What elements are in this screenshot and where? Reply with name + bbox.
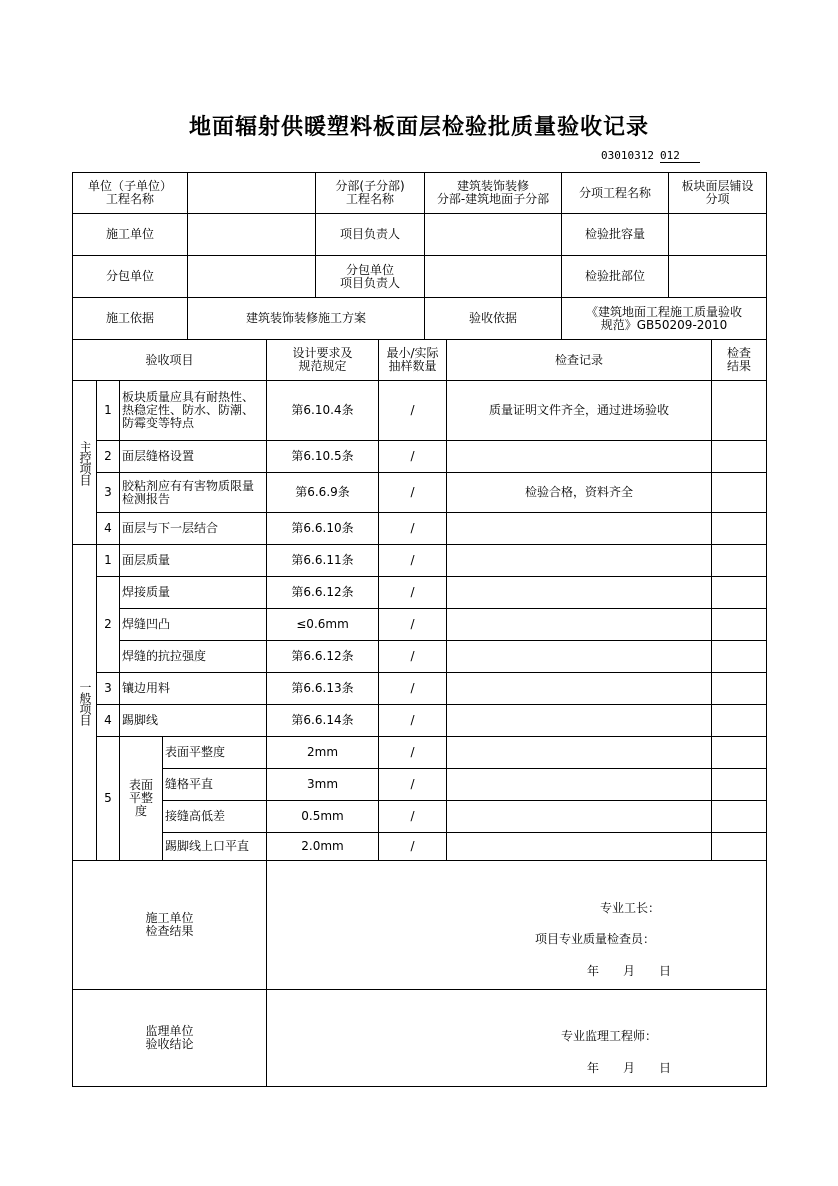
item-name: 面层质量 [120,545,267,577]
item-qty[interactable]: / [379,801,447,833]
sub-pm-label: 分包单位 项目负责人 [316,256,425,298]
item-design: 0.5mm [267,801,379,833]
table-row [73,577,767,609]
subcontractor-value[interactable] [188,256,316,298]
inspector-label: 项目专业质量检查员： [535,932,656,946]
contractor-check-area[interactable] [267,861,767,990]
capacity-label: 检验批容量 [562,214,669,256]
item-design: 第6.6.13条 [267,673,379,705]
item-name: 踢脚线上口平直 [163,833,267,861]
unit-label: 单位（子单位） 工程名称 [73,173,188,214]
item-name: 表面平整度 [163,737,267,769]
table-row [73,833,767,861]
contractor-label: 施工单位 [73,214,188,256]
contractor-check-label: 施工单位 检查结果 [73,861,267,990]
location-label: 检验批部位 [562,256,669,298]
item-result[interactable] [712,609,767,641]
item-no: 5 [97,737,120,861]
division-label: 分部(子分部) 工程名称 [316,173,425,214]
table-row [73,769,767,801]
table-row [73,705,767,737]
contractor-value[interactable] [188,214,316,256]
item-design: 第6.10.5条 [267,441,379,473]
table-row [73,473,767,513]
item-record[interactable] [447,769,712,801]
pm-value[interactable] [425,214,562,256]
table-row [73,513,767,545]
item-design: 第6.6.11条 [267,545,379,577]
item-name: 胶粘剂应有有害物质限量检测报告 [120,473,267,513]
table-row [73,545,767,577]
item-qty[interactable]: / [379,381,447,441]
col-result: 检查 结果 [712,340,767,381]
item-result[interactable] [712,473,767,513]
item-qty[interactable]: / [379,473,447,513]
supervisor-check-label: 监理单位 验收结论 [73,990,267,1087]
item-name: 面层缝格设置 [120,441,267,473]
item-result[interactable] [712,545,767,577]
item-design: 2.0mm [267,833,379,861]
table-row [73,381,767,441]
item-name: 踢脚线 [120,705,267,737]
item-name: 镶边用料 [120,673,267,705]
acceptance-basis-label: 验收依据 [425,298,562,340]
item-result[interactable] [712,833,767,861]
contractor-date: 年 月 日 [587,964,672,978]
item-design: ≤0.6mm [267,609,379,641]
code-number: 012 [660,149,700,163]
subitem-value[interactable]: 板块面层铺设 分项 [669,173,767,214]
item-no: 4 [97,513,120,545]
supervisor-check-area[interactable] [267,990,767,1087]
item-record[interactable] [447,833,712,861]
item-record[interactable] [447,609,712,641]
flatness-group-label: 表面平整度 [120,737,163,861]
col-design: 设计要求及 规范规定 [267,340,379,381]
basis-label: 施工依据 [73,298,188,340]
item-qty[interactable]: / [379,441,447,473]
item-no: 1 [97,545,120,577]
item-name: 缝格平直 [163,769,267,801]
item-record[interactable] [447,577,712,609]
item-result[interactable] [712,737,767,769]
item-design: 第6.6.10条 [267,513,379,545]
item-qty[interactable]: / [379,513,447,545]
item-result[interactable] [712,577,767,609]
col-item: 验收项目 [73,340,267,381]
item-design: 第6.10.4条 [267,381,379,441]
location-value[interactable] [669,256,767,298]
capacity-value[interactable] [669,214,767,256]
item-result[interactable] [712,513,767,545]
item-design: 2mm [267,737,379,769]
item-qty[interactable]: / [379,737,447,769]
table-row [73,737,767,769]
item-design: 第6.6.14条 [267,705,379,737]
item-record[interactable]: 检验合格，资料齐全 [447,473,712,513]
division-value[interactable]: 建筑装饰装修 分部-建筑地面子分部 [425,173,562,214]
item-result[interactable] [712,641,767,673]
supervisor-date: 年 月 日 [587,1061,672,1075]
item-result[interactable] [712,381,767,441]
subcontractor-label: 分包单位 [73,256,188,298]
item-no: 2 [97,441,120,473]
item-record[interactable] [447,801,712,833]
item-name: 接缝高低差 [163,801,267,833]
table-row [73,609,767,641]
item-qty[interactable]: / [379,609,447,641]
item-no: 3 [97,673,120,705]
table-row [73,641,767,673]
item-result[interactable] [712,705,767,737]
general-group-label: 一般项目 [73,545,97,861]
item-qty[interactable]: / [379,769,447,801]
item-record[interactable] [447,441,712,473]
item-name: 焊缝的抗拉强度 [120,641,267,673]
page-title: 地面辐射供暖塑料板面层检验批质量验收记录 [188,114,649,140]
basis-value[interactable]: 建筑装饰装修施工方案 [188,298,425,340]
unit-value[interactable] [188,173,316,214]
item-record[interactable] [447,705,712,737]
sub-pm-value[interactable] [425,256,562,298]
item-design: 第6.6.12条 [267,577,379,609]
table-row [73,801,767,833]
acceptance-basis-value[interactable]: 《建筑地面工程施工质量验收 规范》GB50209-2010 [562,298,767,340]
table-row [73,673,767,705]
item-no: 2 [97,577,120,673]
item-result[interactable] [712,801,767,833]
item-design: 第6.6.12条 [267,641,379,673]
item-name: 焊接质量 [120,577,267,609]
item-design: 第6.6.9条 [267,473,379,513]
item-qty[interactable]: / [379,577,447,609]
subitem-label: 分项工程名称 [562,173,669,214]
item-qty[interactable]: / [379,833,447,861]
item-record[interactable] [447,673,712,705]
foreman-label: 专业工长： [600,901,661,915]
item-design: 3mm [267,769,379,801]
col-qty: 最小/实际 抽样数量 [379,340,447,381]
item-no: 1 [97,381,120,441]
code-prefix: 03010312 [601,149,654,162]
item-qty[interactable]: / [379,641,447,673]
inspection-record-table [72,172,767,1087]
item-record[interactable] [447,641,712,673]
record-code [601,149,700,163]
item-no: 3 [97,473,120,513]
item-result[interactable] [712,673,767,705]
main-group-label: 主控项目 [73,381,97,545]
item-qty[interactable]: / [379,673,447,705]
col-record: 检查记录 [447,340,712,381]
pm-label: 项目负责人 [316,214,425,256]
engineer-label: 专业监理工程师： [561,1029,658,1043]
item-name: 面层与下一层结合 [120,513,267,545]
item-result[interactable] [712,441,767,473]
item-name: 板块质量应具有耐热性、热稳定性、防水、防潮、防霉变等特点 [120,381,267,441]
item-result[interactable] [712,769,767,801]
item-record[interactable] [447,737,712,769]
item-no: 4 [97,705,120,737]
item-record[interactable]: 质量证明文件齐全，通过进场验收 [447,381,712,441]
item-qty[interactable]: / [379,545,447,577]
item-record[interactable] [447,545,712,577]
item-name: 焊缝凹凸 [120,609,267,641]
table-row [73,441,767,473]
item-qty[interactable]: / [379,705,447,737]
item-record[interactable] [447,513,712,545]
